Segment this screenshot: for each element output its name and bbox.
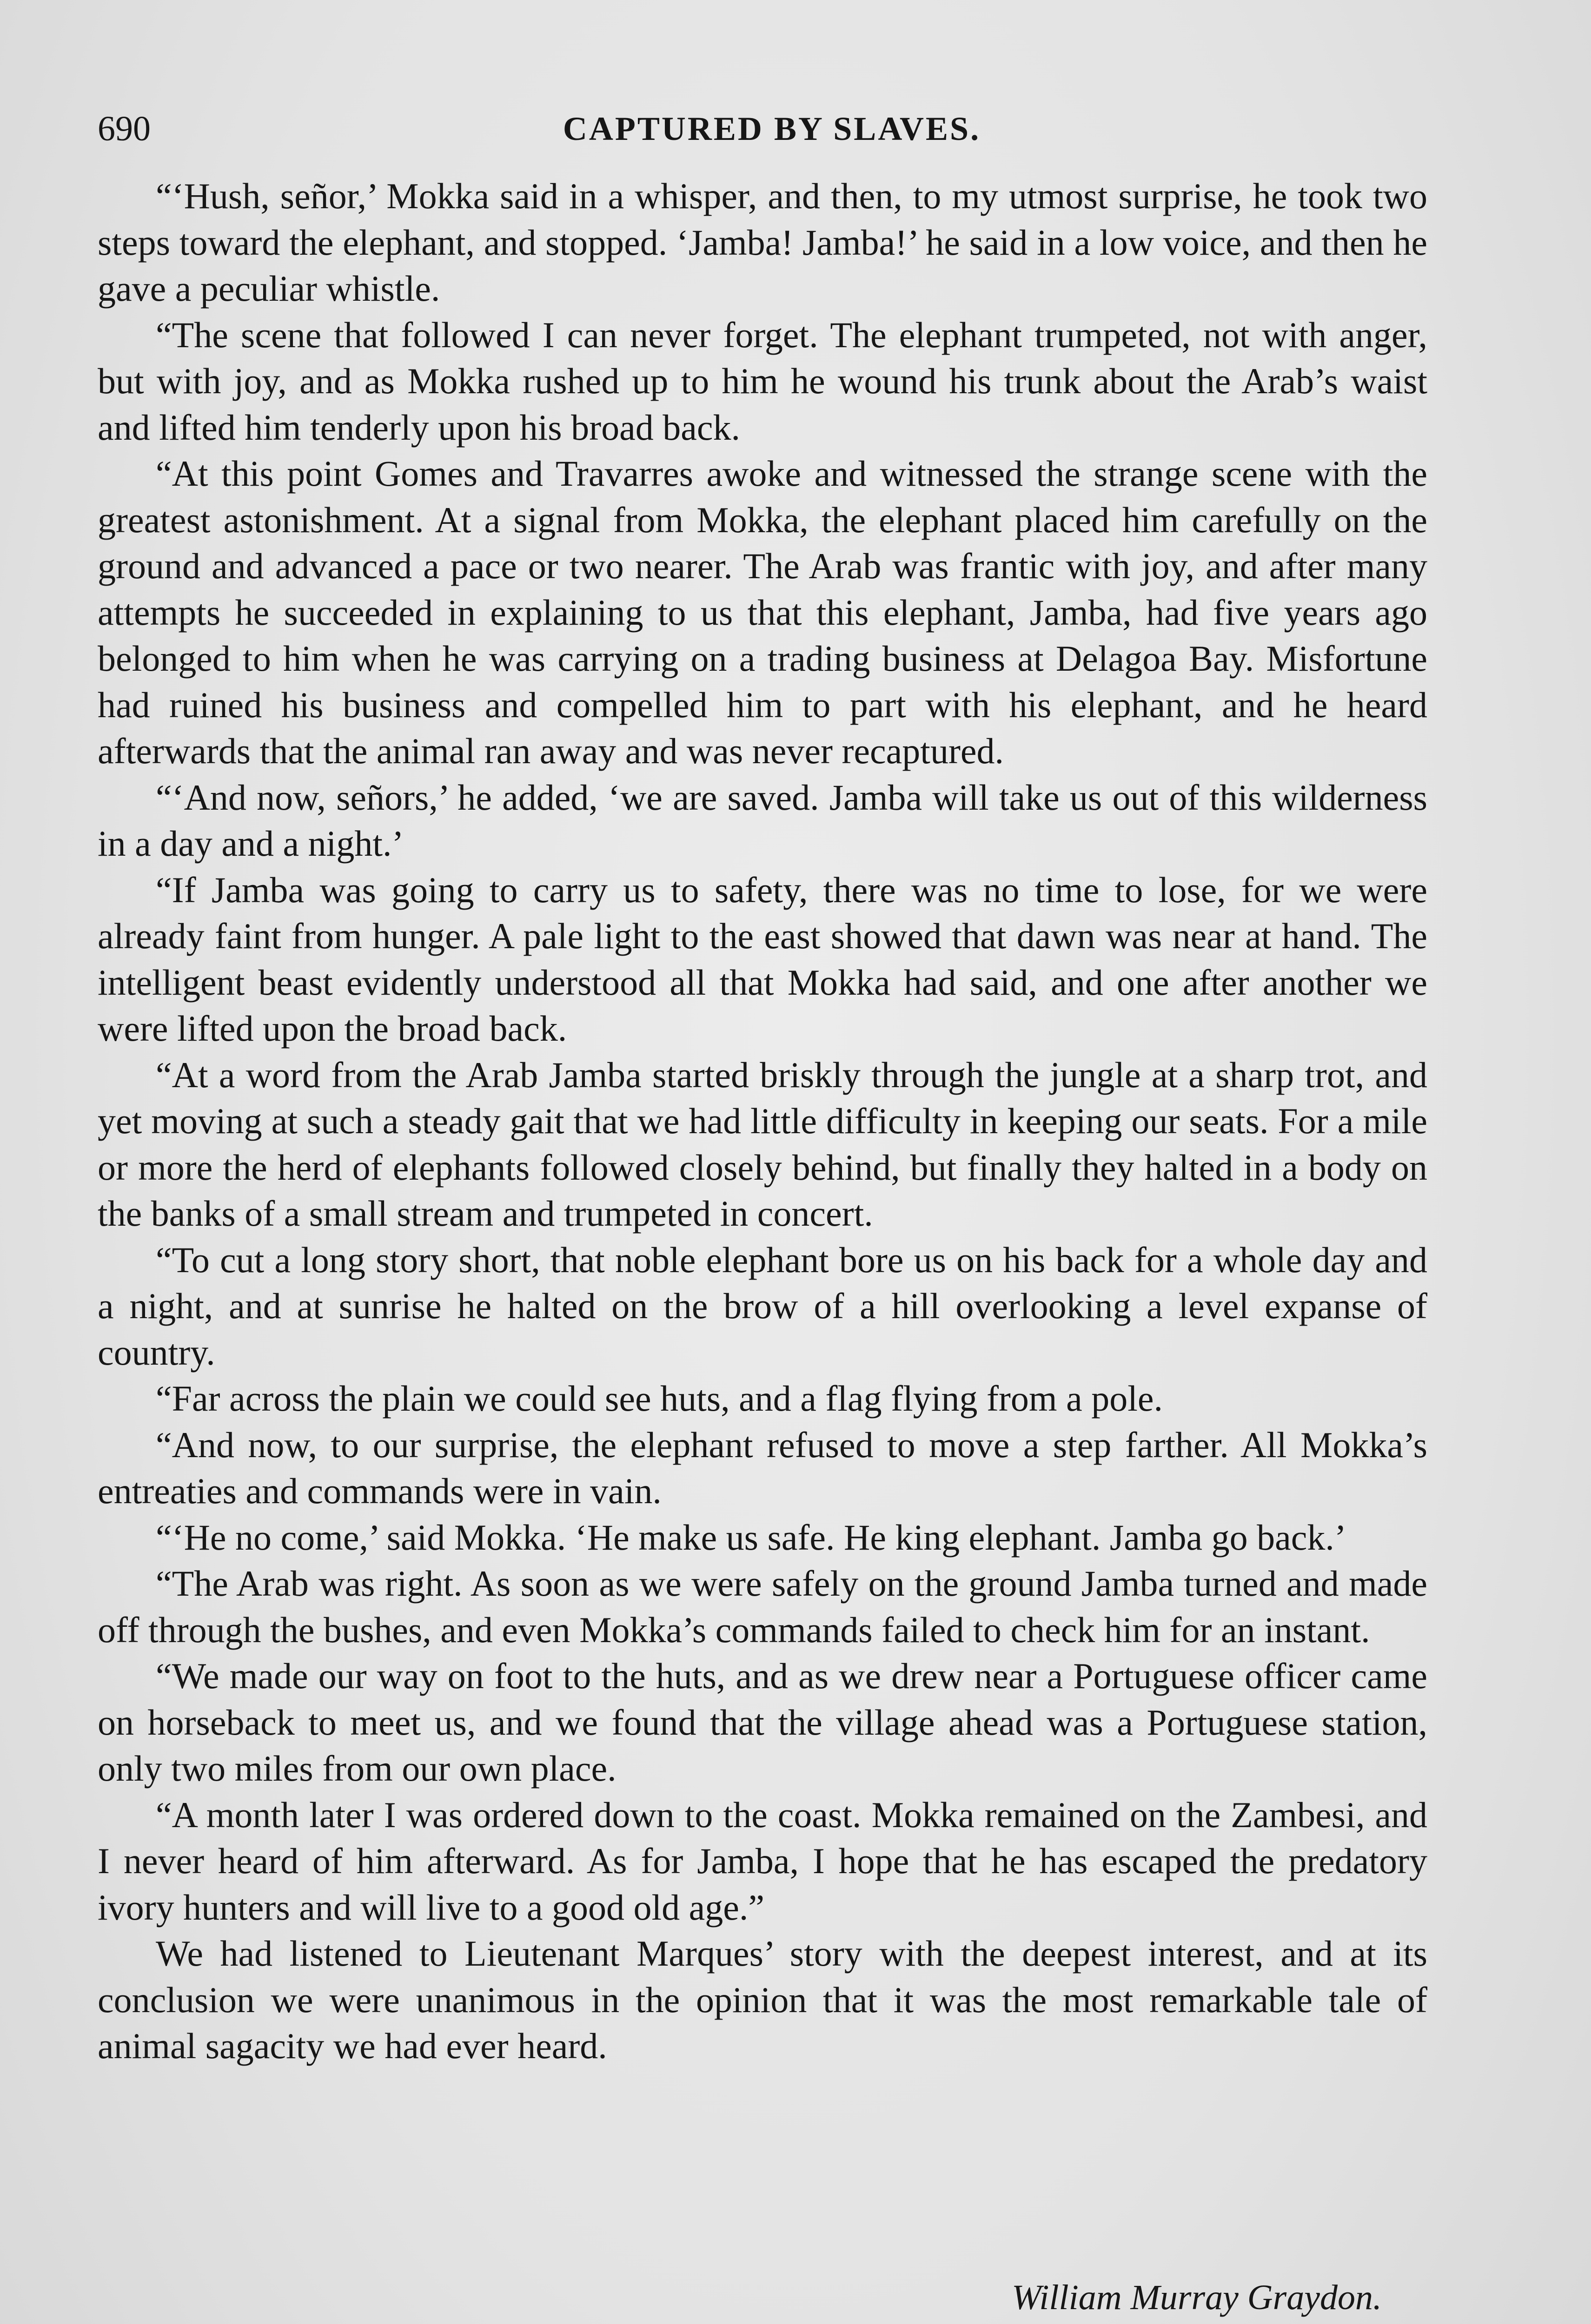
paragraph: “At this point Gomes and Travarres awoke and witnessed the strange scene with the greatest astonishment. At a signal from Mokka, the elephant placed him carefully on the ground and advanced a pace or two nearer. The Arab was frantic with joy, and after many attempts he succeeded in explaining to us that this elephant, Jamba, had five years ago belonged to him when he was carrying on a trading business at Delagoa Bay. Misfortune had ruined his business and compelled him to part with his elephant, and he heard afterwards that the animal ran away and was never recaptured. [98, 453, 1427, 771]
paragraph: “And now, to our surprise, the elephant refused to move a step farther. All Mokka’s entreaties and commands were in vain. [98, 1424, 1427, 1511]
paragraph: “The scene that followed I can never forget. The elephant trumpeted, not with anger, but with joy, and as Mokka rushed up to him he wound his trunk about the Arab’s waist and lifted him tenderly upon his broad back. [98, 314, 1427, 448]
author-signature: William Murray Graydon. [1012, 2278, 1382, 2317]
paragraph: “At a word from the Arab Jamba started briskly through the jungle at a sharp trot, and yet moving at such a steady gait that we had little difficulty in keeping our seats. For a mile or more the herd of elephants followed closely behind, but finally they halted in a body on the banks of a small stream and trumpeted in concert. [98, 1054, 1427, 1234]
running-title: CAPTURED BY SLAVES. [563, 110, 981, 147]
paragraph: “‘He no come,’ said Mokka. ‘He make us safe. He king elephant. Jamba go back.’ [156, 1517, 1346, 1558]
paragraph: “We made our way on foot to the huts, and as we drew near a Portuguese officer came on horseback to meet us, and we found that the village ahead was a Portuguese station, only two miles from our own place. [98, 1656, 1427, 1789]
paragraph: “The Arab was right. As soon as we were safely on the ground Jamba turned and made off through the bushes, and even Mokka’s commands failed to check him for an instant. [98, 1563, 1427, 1650]
page-number: 690 [98, 109, 151, 148]
paragraph: “‘Hush, señor,’ Mokka said in a whisper, and then, to my utmost surprise, he took two steps toward the elephant, and stopped. ‘Jamba! Jamba!’ he said in a low voice, and then he gave a peculiar whistle. [98, 176, 1427, 309]
page-header [98, 103, 1446, 154]
paragraph: “If Jamba was going to carry us to safety, there was no time to lose, for we were already faint from hunger. A pale light to the east showed that dawn was near at hand. The intelligent beast evidently understood all that Mokka had said, and one after another we were lifted upon the broad back. [98, 869, 1427, 1049]
paragraph: “‘And now, señors,’ he added, ‘we are saved. Jamba will take us out of this wilderness in a day and a night.’ [98, 777, 1427, 864]
article-body [98, 173, 1427, 2069]
paragraph: “Far across the plain we could see huts, and a flag flying from a pole. [156, 1378, 1163, 1419]
paragraph: We had listened to Lieutenant Marques’ story with the deepest interest, and at its conclusion we were unanimous in the opinion that it was the most remarkable tale of animal sagacity we had ever heard. [98, 1933, 1427, 2066]
paragraph: “A month later I was ordered down to the coast. Mokka remained on the Zambesi, and I never heard of him afterward. As for Jamba, I hope that he has escaped the predatory ivory hunters and will live to a good old age.” [98, 1794, 1427, 1928]
paragraph: “To cut a long story short, that noble elephant bore us on his back for a whole day and a night, and at sunrise he halted on the brow of a hill overlooking a level expanse of country. [98, 1239, 1427, 1373]
